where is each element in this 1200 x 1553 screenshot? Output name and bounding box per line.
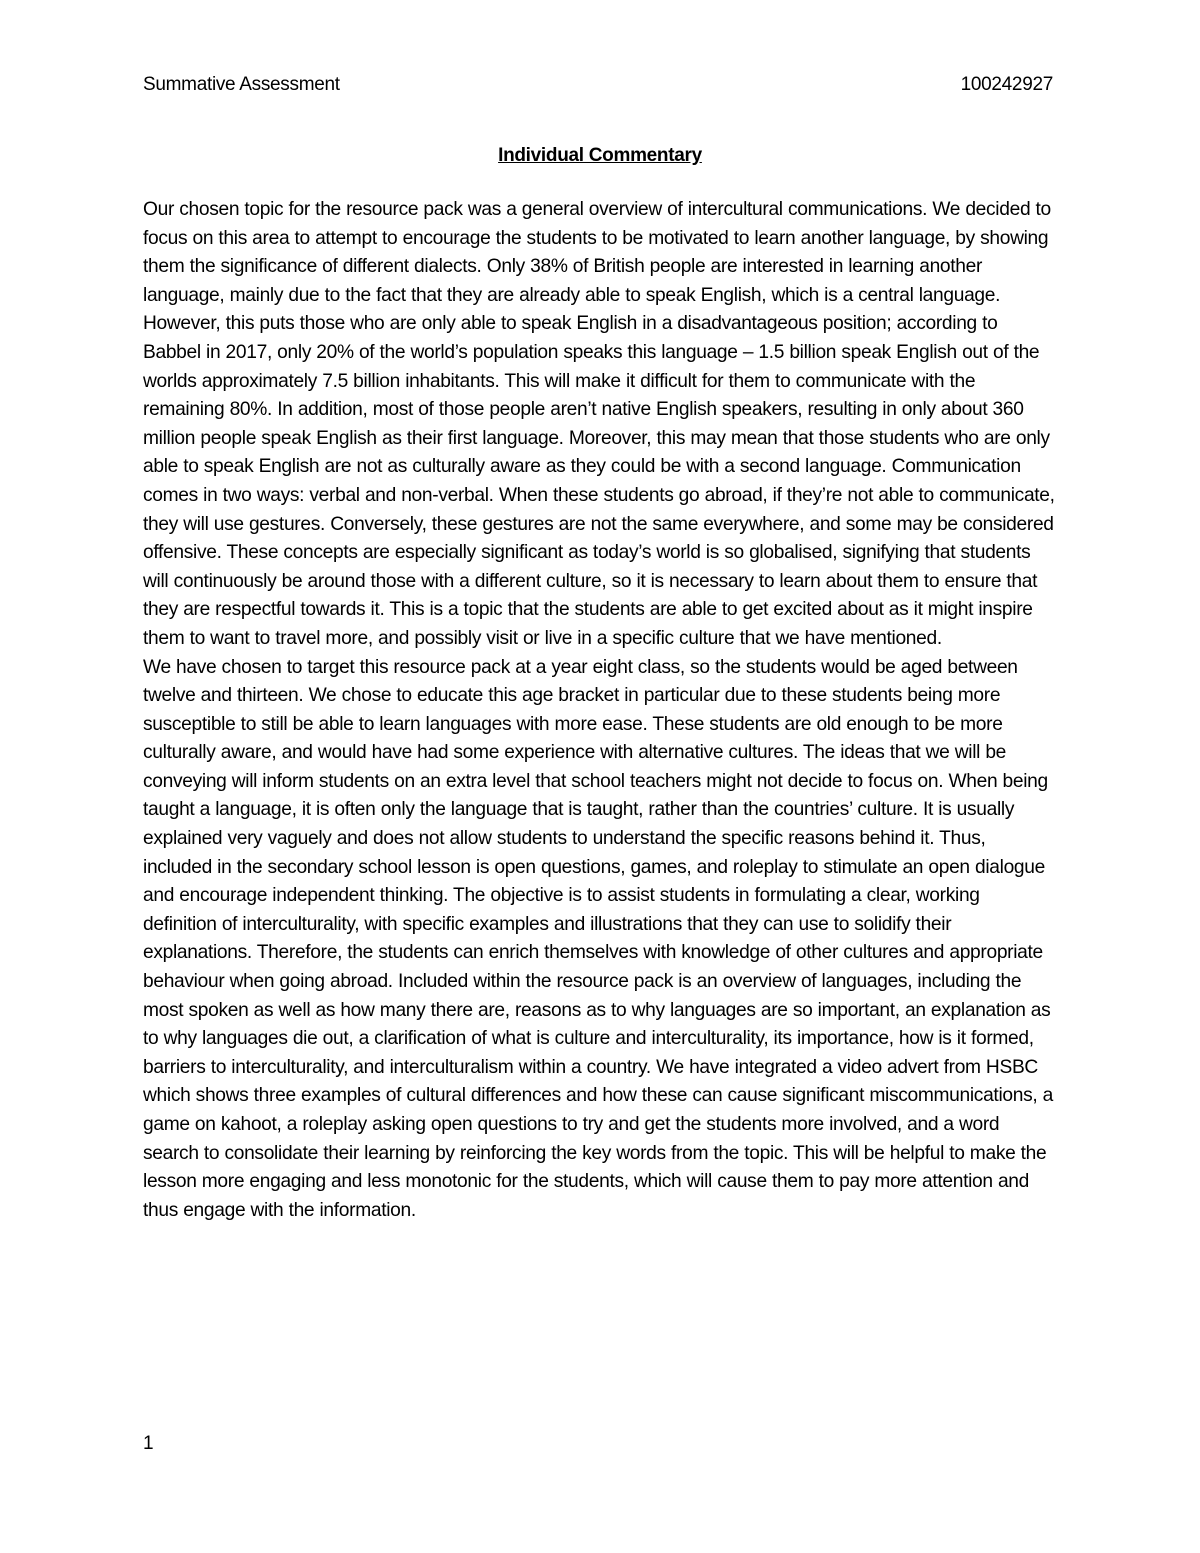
paragraph-topic-overview: Our chosen topic for the resource pack was a general overview of intercultural communications. We decided to focus on this area to attempt to encourage the students to be motivated to learn another language, by showing them the significance of different dialects. Only 38% of British people are interested in learning another language, mainly due to the fact that they are already able to speak English, which is a central language. However, this puts those who are only able to speak English in a disadvantageous position; according to Babbel in 2017, only 20% of the world’s population speaks this language – 1.5 billion speak English out of the worlds approximately 7.5 billion inhabitants. This will make it difficult for them to communicate with the remaining 80%. In addition, most of those people aren’t native English speakers, resulting in only about 360 million people speak English as their first language. Moreover, this may mean that those students who are only able to speak English are not as culturally aware as they could be with a second language. Communication comes in two ways: verbal and non-verbal. When these students go abroad, if they’re not able to communicate, they will use gestures. Conversely, these gestures are not the same everywhere, and some may be considered offensive. These concepts are especially significant as today’s world is so globalised, signifying that students will continuously be around those with a different culture, so it is necessary to learn about them to ensure that they are respectful towards it. This is a topic that the students are able to get excited about as it might inspire them to want to travel more, and possibly visit or live in a specific culture that we have mentioned.: [143, 199, 1055, 649]
page-header-right: 100242927: [960, 74, 1053, 95]
page-number: 1: [143, 1433, 154, 1454]
document-title: Individual Commentary: [498, 145, 702, 166]
page-header-left: Summative Assessment: [143, 74, 340, 95]
paragraph-target-audience: We have chosen to target this resource pack at a year eight class, so the students would be aged between twelve and thirteen. We chose to educate this age bracket in particular due to these students being more susceptible to still be able to learn languages with more ease. These students are old enough to be more culturally aware, and would have had some experience with alternative cultures. The ideas that we will be conveying will inform students on an extra level that school teachers might not decide to focus on. When being taught a language, it is often only the language that is taught, rather than the countries’ culture. It is usually explained very vaguely and does not allow students to understand the specific reasons behind it. Thus, included in the secondary school lesson is open questions, games, and roleplay to stimulate an open dialogue and encourage independent thinking. The objective is to assist students in formulating a clear, working definition of interculturality, with specific examples and illustrations that they can use to solidify their explanations. Therefore, the students can enrich themselves with knowledge of other cultures and appropriate behaviour when going abroad. Included within the resource pack is an overview of languages, including the most spoken as well as how many there are, reasons as to why languages are so important, an explanation as to why languages die out, a clarification of what is culture and interculturality, its importance, how is it formed, barriers to interculturality, and interculturalism within a country. We have integrated a video advert from HSBC which shows three examples of cultural differences and how these can cause significant miscommunications, a game on kahoot, a roleplay asking open questions to try and get the students more involved, and a word search to consolidate their learning by reinforcing the key words from the topic. This will be helpful to make the lesson more engaging and less monotonic for the students, which will cause them to pay more attention and thus engage with the information.: [143, 656, 1053, 1221]
document-body: [143, 196, 1057, 1225]
